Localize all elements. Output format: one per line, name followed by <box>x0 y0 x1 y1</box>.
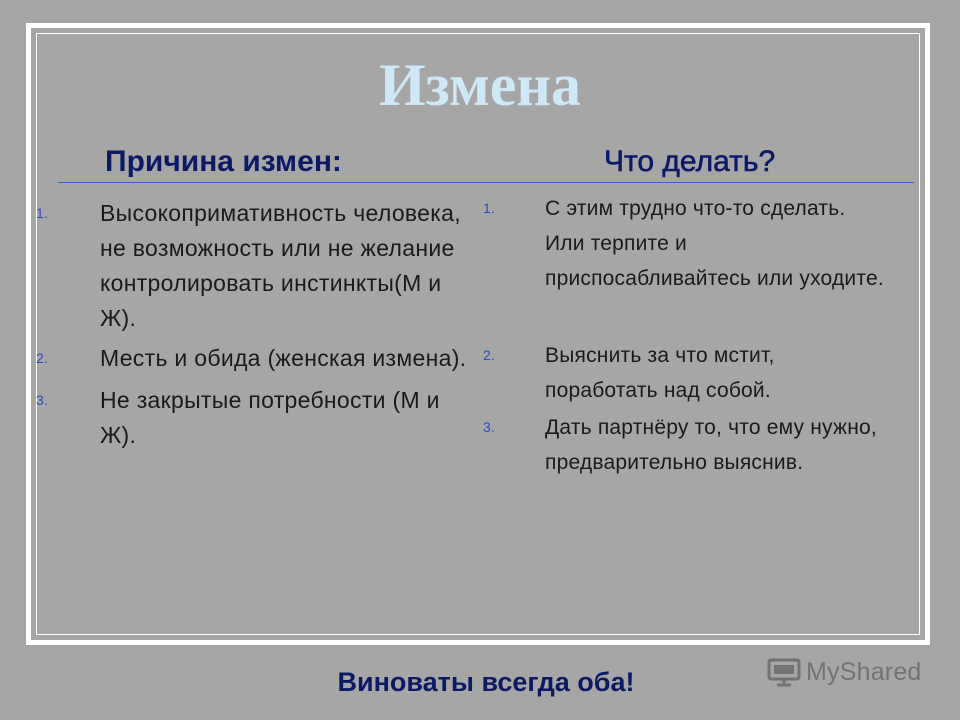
slide-title: Измена <box>378 52 581 118</box>
list-item <box>483 338 885 408</box>
presentation-board-icon <box>766 657 802 687</box>
left-column-heading: Причина измен: <box>105 145 342 178</box>
list-item <box>36 196 470 336</box>
list-item-text: Месть и обида (женская измена). <box>100 345 467 371</box>
list-item-number: 1. <box>483 200 496 216</box>
list-item-number: 3. <box>483 419 496 435</box>
list-item-text: С этим трудно что-то сделать. Или терпите и приспосабливайтесь или уходите. <box>545 197 884 290</box>
list-item <box>483 410 885 480</box>
list-item-number: 2. <box>36 350 49 366</box>
list-item-text: Высокопримативность человека, не возможность или не желание контролировать инстинкты(М и Ж). <box>100 200 461 331</box>
right-column-heading: Что делать? <box>604 145 776 178</box>
footer-conclusion: Виноваты всегда оба! <box>337 667 635 697</box>
list-item-number: 3. <box>36 392 49 408</box>
list-item <box>36 383 470 453</box>
list-item <box>483 191 885 296</box>
list-item-text: Не закрытые потребности (М и Ж). <box>100 387 440 448</box>
list-item-text: Дать партнёру то, что ему нужно, предварительно выяснив. <box>545 416 877 474</box>
list-item-number: 1. <box>36 205 49 221</box>
causes-list <box>36 196 470 453</box>
list-item <box>36 341 470 376</box>
watermark <box>766 655 922 689</box>
solutions-list <box>483 191 885 480</box>
watermark-text: MyShared <box>806 657 922 686</box>
list-item-number: 2. <box>483 347 496 363</box>
list-item-text: Выяснить за что мстит, поработать над собой. <box>545 344 775 402</box>
heading-divider <box>58 182 914 183</box>
